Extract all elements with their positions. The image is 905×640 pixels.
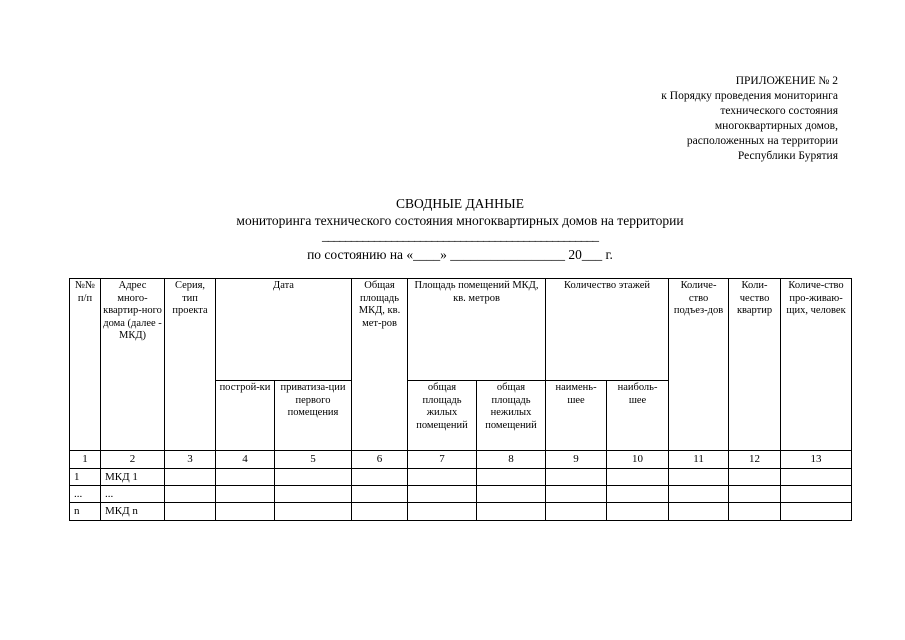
- header-cell-total-area: Общая площадь МКД, кв. мет-ров: [352, 279, 408, 451]
- empty-cell: [352, 486, 408, 503]
- column-number: 3: [165, 451, 216, 469]
- document-subtitle: мониторинга технического состояния многоквартирных домов на территории: [236, 213, 684, 228]
- empty-cell: [607, 469, 669, 486]
- column-number: 7: [408, 451, 477, 469]
- header-cell-nonresidential-area: общая площадь нежилых помещений: [477, 381, 546, 451]
- header-cell-entrances: Количе-ство подъез-дов: [669, 279, 729, 451]
- empty-cell: [607, 503, 669, 521]
- empty-cell: [408, 486, 477, 503]
- column-number: 1: [70, 451, 101, 469]
- column-number: 2: [101, 451, 165, 469]
- column-number: 4: [216, 451, 275, 469]
- appendix-header: [518, 74, 838, 164]
- header-cell-floors: Количество этажей: [546, 279, 669, 381]
- column-number-row: [70, 451, 852, 469]
- column-number: 10: [607, 451, 669, 469]
- row-number: ...: [70, 486, 101, 503]
- appendix-line: к Порядку проведения мониторинга: [661, 90, 838, 102]
- empty-cell: [352, 503, 408, 521]
- row-address: ...: [101, 486, 165, 503]
- header-cell-series: Серия, тип проекта: [165, 279, 216, 451]
- column-number: 8: [477, 451, 546, 469]
- column-number: 13: [781, 451, 852, 469]
- table-row: [70, 486, 852, 503]
- column-number: 9: [546, 451, 607, 469]
- empty-cell: [408, 503, 477, 521]
- empty-cell: [165, 469, 216, 486]
- territory-blank-line: ________________________________________________: [322, 228, 598, 243]
- empty-cell: [408, 469, 477, 486]
- header-cell-max-floors: наиболь-шее: [607, 381, 669, 451]
- appendix-line: многоквартирных домов,: [714, 120, 838, 132]
- empty-cell: [669, 486, 729, 503]
- empty-cell: [165, 486, 216, 503]
- empty-cell: [781, 486, 852, 503]
- header-cell-construction: построй-ки: [216, 381, 275, 451]
- header-cell-address: Адрес много-квартир-ного дома (далее - МКД): [101, 279, 165, 451]
- empty-cell: [477, 486, 546, 503]
- empty-cell: [477, 503, 546, 521]
- monitoring-table: [69, 278, 852, 521]
- empty-cell: [781, 469, 852, 486]
- table-row: [70, 469, 852, 486]
- header-cell-apartments: Коли-чество квартир: [729, 279, 781, 451]
- header-cell-premises-area: Площадь помещений МКД, кв. метров: [408, 279, 546, 381]
- empty-cell: [546, 469, 607, 486]
- empty-cell: [729, 503, 781, 521]
- empty-cell: [275, 469, 352, 486]
- empty-cell: [781, 503, 852, 521]
- header-cell-residents: Количе-ство про-живаю-щих, человек: [781, 279, 852, 451]
- empty-cell: [729, 469, 781, 486]
- empty-cell: [275, 486, 352, 503]
- row-number: 1: [70, 469, 101, 486]
- empty-cell: [607, 486, 669, 503]
- document-title: СВОДНЫЕ ДАННЫЕ: [396, 196, 524, 211]
- header-cell-min-floors: наимень-шее: [546, 381, 607, 451]
- empty-cell: [477, 469, 546, 486]
- empty-cell: [669, 503, 729, 521]
- empty-cell: [669, 469, 729, 486]
- header-cell-privatization: приватиза-ции первого помещения: [275, 381, 352, 451]
- row-number: n: [70, 503, 101, 521]
- empty-cell: [216, 469, 275, 486]
- empty-cell: [275, 503, 352, 521]
- empty-cell: [216, 503, 275, 521]
- empty-cell: [546, 486, 607, 503]
- row-address: МКД 1: [101, 469, 165, 486]
- header-cell-residential-area: общая площадь жилых помещений: [408, 381, 477, 451]
- appendix-line: ПРИЛОЖЕНИЕ № 2: [735, 75, 838, 87]
- empty-cell: [352, 469, 408, 486]
- empty-cell: [216, 486, 275, 503]
- column-number: 11: [669, 451, 729, 469]
- header-cell-date: Дата: [216, 279, 352, 381]
- empty-cell: [165, 503, 216, 521]
- empty-cell: [729, 486, 781, 503]
- appendix-line: технического состояния: [720, 105, 838, 117]
- appendix-line: Республики Бурятия: [737, 150, 838, 162]
- column-number: 12: [729, 451, 781, 469]
- column-number: 6: [352, 451, 408, 469]
- row-address: МКД n: [101, 503, 165, 521]
- column-number: 5: [275, 451, 352, 469]
- empty-cell: [546, 503, 607, 521]
- appendix-line: расположенных на территории: [686, 135, 838, 147]
- header-row-1: [70, 279, 852, 381]
- table-row: [70, 503, 852, 521]
- header-cell-number: №№ п/п: [70, 279, 101, 451]
- date-line: по состоянию на «____» _________________ 20___ г.: [307, 247, 613, 262]
